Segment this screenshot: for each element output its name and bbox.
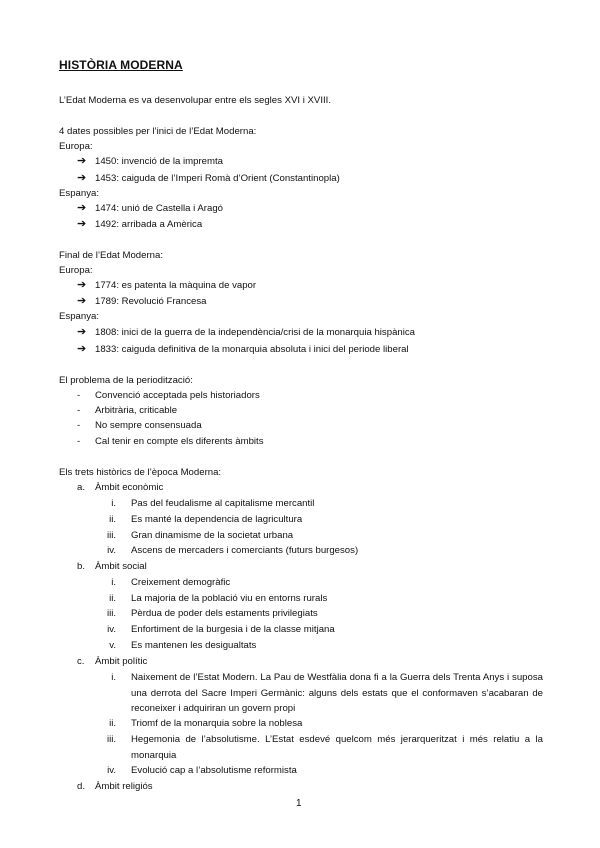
trait-item: Pèrdua de poder dels estaments privilegiats bbox=[131, 608, 318, 619]
roman-numeral: iii. bbox=[106, 608, 116, 619]
roman-numeral: i. bbox=[111, 672, 116, 683]
problem-item: No sempre consensuada bbox=[95, 420, 202, 431]
problem-item: Convenció acceptada pels historiadors bbox=[95, 390, 260, 401]
start-spain-label: Espanya: bbox=[59, 188, 100, 199]
trait-item: Hegemonia de l’absolutisme. L’Estat esdevé quelcom més jerarqueritzat i més relatiu a la monarquia bbox=[131, 734, 543, 761]
roman-numeral: iv. bbox=[107, 624, 116, 635]
problem-item: Cal tenir en compte els diferents àmbits bbox=[95, 436, 264, 447]
arrow-icon: ➔ bbox=[77, 172, 87, 184]
group-marker: c. bbox=[77, 656, 85, 667]
roman-numeral: ii. bbox=[109, 593, 116, 604]
arrow-icon: ➔ bbox=[77, 343, 87, 355]
trait-item: Es mantenen les desigualtats bbox=[131, 640, 257, 651]
roman-numeral: ii. bbox=[109, 514, 116, 525]
trait-item: Triomf de la monarquia sobre la noblesa bbox=[131, 718, 303, 729]
problem-heading: El problema de la periodització: bbox=[59, 375, 193, 386]
trait-item: Ascens de mercaders i comerciants (futurs burgesos) bbox=[131, 545, 359, 556]
roman-numeral: v. bbox=[109, 640, 116, 651]
roman-numeral: iv. bbox=[107, 765, 116, 776]
dash-bullet: - bbox=[77, 405, 81, 416]
group-marker: d. bbox=[77, 781, 86, 792]
start-spain-item: 1474: unió de Castella i Aragó bbox=[95, 203, 224, 214]
group-label-religious: Àmbit religiós bbox=[95, 781, 153, 792]
group-label-political: Àmbit polític bbox=[95, 656, 148, 667]
roman-numeral: i. bbox=[111, 577, 116, 588]
arrow-icon: ➔ bbox=[77, 326, 87, 338]
end-spain-item: 1833: caiguda definitiva de la monarquia absoluta i inici del periode liberal bbox=[95, 344, 409, 355]
page-number: 1 bbox=[296, 798, 302, 809]
group-label-economic: Àmbit econòmic bbox=[95, 482, 164, 493]
trait-item: Naixement de l’Estat Modern. La Pau de Westfàlia dona fi a la Guerra dels Trenta Anys i suposa una derrota del Sacre Imperi Germànic: alguns dels estats que el conformaven s’acabaran de reconeixer i adquiriran un govern propi bbox=[131, 672, 543, 714]
end-europe-item: 1789: Revolució Francesa bbox=[95, 296, 207, 307]
trait-item: Creixement demogràfic bbox=[131, 577, 231, 588]
end-europe-label: Europa: bbox=[59, 265, 93, 276]
dash-bullet: - bbox=[77, 420, 81, 431]
end-heading: Final de l’Edat Moderna: bbox=[59, 250, 163, 261]
roman-numeral: iii. bbox=[106, 530, 116, 541]
group-marker: a. bbox=[77, 482, 86, 493]
start-europe-item: 1453: caiguda de l’Imperi Romà d’Orient (Constantinopla) bbox=[95, 173, 340, 184]
trait-item: Gran dinamisme de la societat urbana bbox=[131, 530, 294, 541]
page-title: HISTÒRIA MODERNA bbox=[59, 58, 183, 72]
arrow-icon: ➔ bbox=[77, 279, 87, 291]
roman-numeral: ii. bbox=[109, 718, 116, 729]
arrow-icon: ➔ bbox=[77, 155, 87, 167]
arrow-icon: ➔ bbox=[77, 295, 87, 307]
end-spain-label: Espanya: bbox=[59, 311, 100, 322]
traits-heading: Els trets històrics de l’època Moderna: bbox=[59, 467, 222, 478]
start-heading: 4 dates possibles per l’inici de l’Edat Moderna: bbox=[59, 126, 257, 137]
dash-bullet: - bbox=[77, 436, 81, 447]
end-spain-item: 1808: inici de la guerra de la independència/crisi de la monarquia hispànica bbox=[95, 327, 415, 338]
start-europe-item: 1450: invenció de la impremta bbox=[95, 156, 223, 167]
trait-item: Evolució cap a l’absolutisme reformista bbox=[131, 765, 297, 776]
roman-numeral: iii. bbox=[106, 734, 116, 745]
roman-numeral: i. bbox=[111, 498, 116, 509]
group-label-social: Àmbit social bbox=[95, 561, 147, 572]
trait-item: Es manté la dependencia de lagricultura bbox=[131, 514, 303, 525]
end-europe-item: 1774: es patenta la màquina de vapor bbox=[95, 280, 257, 291]
roman-numeral: iv. bbox=[107, 545, 116, 556]
start-spain-item: 1492: arribada a Amèrica bbox=[95, 219, 203, 230]
dash-bullet: - bbox=[77, 390, 81, 401]
trait-item: Pas del feudalisme al capitalisme mercantil bbox=[131, 498, 315, 509]
arrow-icon: ➔ bbox=[77, 218, 87, 230]
intro-text: L’Edat Moderna es va desenvolupar entre els segles XVI i XVIII. bbox=[59, 95, 331, 106]
trait-item: Enfortiment de la burgesia i de la classe mitjana bbox=[131, 624, 335, 635]
problem-item: Arbitrària, criticable bbox=[95, 405, 178, 416]
start-europe-label: Europa: bbox=[59, 141, 93, 152]
group-marker: b. bbox=[77, 561, 86, 572]
trait-item: La majoria de la població viu en entorns rurals bbox=[131, 593, 328, 604]
arrow-icon: ➔ bbox=[77, 202, 87, 214]
